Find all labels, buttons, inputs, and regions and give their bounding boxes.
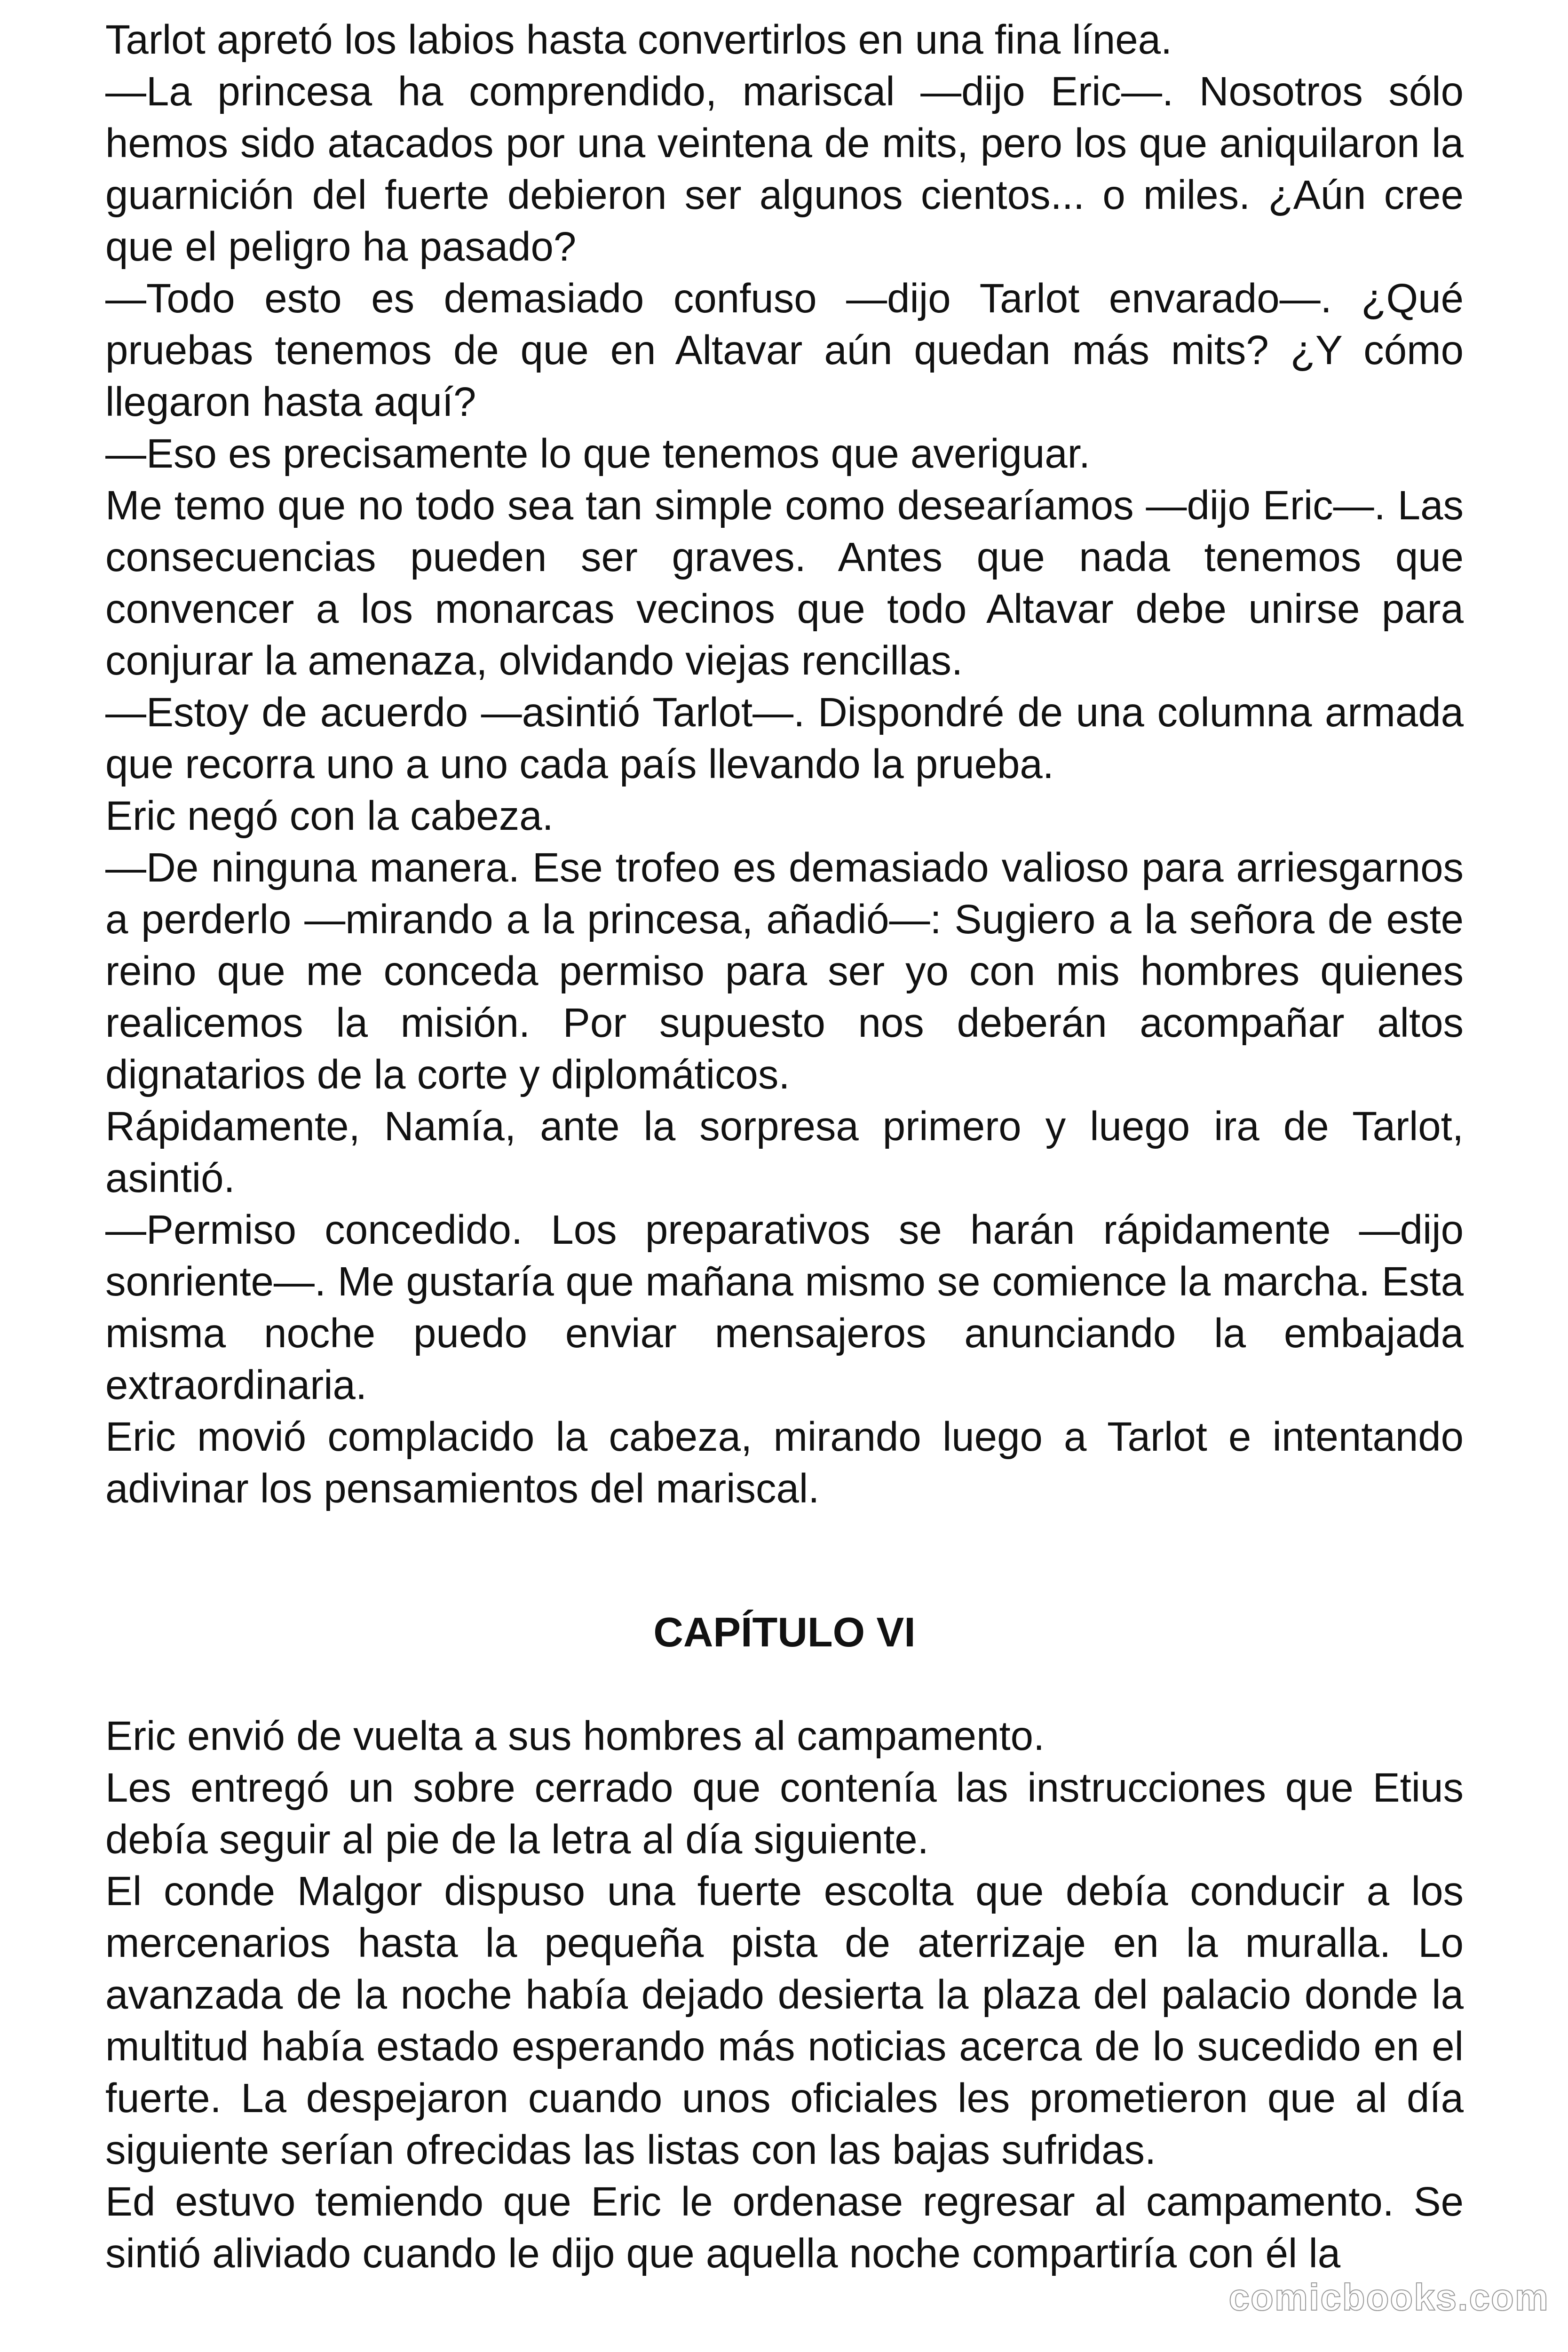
paragraph: Me temo que no todo sea tan simple como desearíamos —dijo Eric—. Las consecuencias pueden ser graves. Antes que nada tenemos que convencer a los monarcas vecinos que todo Altavar debe unirse para conjurar la amenaza, olvidando viejas rencillas. bbox=[105, 483, 1464, 683]
paragraph: —La princesa ha comprendido, mariscal —dijo Eric—. Nosotros sólo hemos sido atacados por una veintena de mits, pero los que aniquilaron la guarnición del fuerte debieron ser algunos cientos... o miles. ¿Aún cree que el peligro ha pasado? bbox=[105, 69, 1464, 270]
paragraph: —Permiso concedido. Los preparativos se harán rápidamente —dijo sonriente—. Me gustaría que mañana mismo se comience la marcha. Esta misma noche puedo enviar mensajeros anunciando la embajada extraordinaria. bbox=[105, 1207, 1464, 1408]
paragraph: Eric envió de vuelta a sus hombres al campamento. bbox=[105, 1713, 1045, 1759]
paragraph: —Estoy de acuerdo —asintió Tarlot—. Dispondré de una columna armada que recorra uno a uno cada país llevando la prueba. bbox=[105, 690, 1464, 787]
paragraph: —Eso es precisamente lo que tenemos que averiguar. bbox=[105, 431, 1091, 477]
text-block-before-chapter bbox=[105, 14, 1464, 1515]
paragraph: Rápidamente, Namía, ante la sorpresa primero y luego ira de Tarlot, asintió. bbox=[105, 1104, 1464, 1201]
paragraph: Eric negó con la cabeza. bbox=[105, 793, 554, 839]
paragraph: Ed estuvo temiendo que Eric le ordenase regresar al campamento. Se sintió aliviado cuando le dijo que aquella noche compartiría con él la bbox=[105, 2179, 1464, 2276]
paragraph: El conde Malgor dispuso una fuerte escolta que debía conducir a los mercenarios hasta la pequeña pista de aterrizaje en la muralla. Lo avanzada de la noche había dejado desierta la plaza del palacio donde la multitud había estado esperando más noticias acerca de lo sucedido en el fuerte. La despejaron cuando unos oficiales les prometieron que al día siguiente serían ofrecidas las listas con las bajas sufridas. bbox=[105, 1868, 1464, 2173]
watermark: comicbooks.com bbox=[1228, 2276, 1549, 2318]
paragraph: Les entregó un sobre cerrado que contenía las instrucciones que Etius debía seguir al pie de la letra al día siguiente. bbox=[105, 1765, 1464, 1862]
paragraph: —Todo esto es demasiado confuso —dijo Tarlot envarado—. ¿Qué pruebas tenemos de que en Altavar aún quedan más mits? ¿Y cómo llegaron hasta aquí? bbox=[105, 276, 1464, 425]
paragraph: Tarlot apretó los labios hasta convertirlos en una fina línea. bbox=[105, 17, 1172, 63]
paragraph: —De ninguna manera. Ese trofeo es demasiado valioso para arriesgarnos a perderlo —mirando a la princesa, añadió—: Sugiero a la señora de este reino que me conceda permiso para ser yo con mis hombres quienes realicemos la misión. Por supuesto nos deberán acompañar altos dignatarios de la corte y diplomáticos. bbox=[105, 845, 1464, 1097]
paragraph: Eric movió complacido la cabeza, mirando luego a Tarlot e intentando adivinar los pensamientos del mariscal. bbox=[105, 1414, 1464, 1511]
text-block-after-chapter bbox=[105, 1710, 1464, 2280]
chapter-title: CAPÍTULO VI bbox=[653, 1609, 916, 1655]
